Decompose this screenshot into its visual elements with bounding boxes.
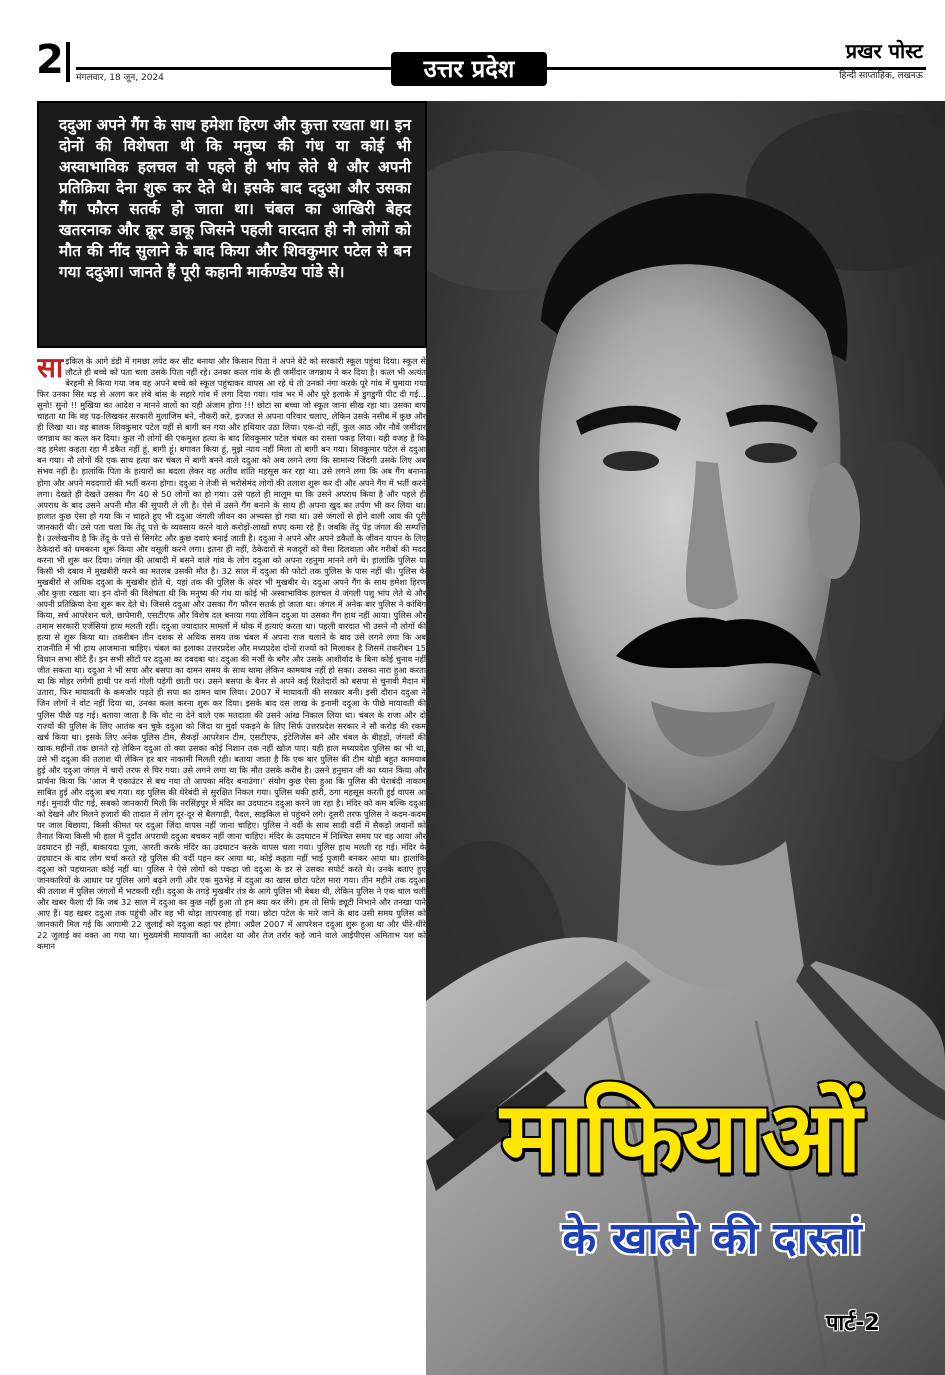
part-label: पार्ट-2 — [826, 1311, 880, 1336]
publication-name: प्रखर पोस्ट — [845, 39, 923, 63]
article-paragraph — [37, 356, 426, 953]
page-number-divider — [66, 42, 70, 82]
subheadline: के खात्मे की दास्तां — [562, 1213, 862, 1264]
publication-tagline: हिन्दी साप्ताहिक, लखनऊ — [839, 71, 923, 81]
page-header — [0, 0, 945, 92]
section-label: उत्तर प्रदेश — [391, 52, 547, 86]
masthead — [839, 40, 923, 81]
headline: माफियाओं — [500, 1081, 860, 1195]
article-text: इकिल के आगे डंडी में गमछा लपेट कर सीट बनाया और किसान पिता ने अपने बेटे को सरकारी स्कूल पहुंचा दिया। स्कूल से लौटते ही बच्चे को पता चला उसके पिता नहीं रहे। उनका कत्ल गांव के ही जमींदार जगन्नाथ ने कर दिया है। कत्ल भी अत्यंत बेरहमी से किया गया जब वह अपने बच्चे को स्कूल पहुंचाकर वापस आ रहे थे तो उनको नंगा करके पूरे गांव में घुमाया गया फिर उनका सिर धड़ से अलग कर लंबे बांस के सहारे गांव में लगा दिया गया। गांव भर में और पूरे इलाके में डुगडुगी पीट दी गई... सुनो! सुनो !! मुखिया का आदेश न मानने वालों का यही अंजाम होगा !!! छोटा सा बच्चा जो स्कूल जाना सीख रहा था। उसका बाप चाहता था कि वह पढ़-लिखकर सरकारी मुलाजिम बने, नौकरी करे, इज्जत से अपना परिवार चलाए, लेकिन उसके नसीब में कुछ और ही लिखा था। वह बालक शिवकुमार पटेल यहीं से बागी बन गया और हथियार उठा लिया। एक-दो नहीं, कुल आठ और नौवें जमींदार जगन्नाथ का कत्ल कर दिया। कुल नौ लोगों की एकमुश्त हत्या के बाद शिवकुमार पटेल चंबल का रास्ता पकड़ लिया। यही वजह है कि वह हमेशा कहता रहा मैं डकैत नहीं हूं, बागी हूं। बगावत किया हूं, मुझे न्याय नहीं मिला तो बागी बन गया। शिवकुमार पटेल से ददुआ बन गया। नौ लोगों की एक साथ हत्या कर चंबल में बागी बनने वाले ददुआ को अब लगने लगा कि सामान्य जिंदगी उसके लिए अब संभव नहीं है। हालांकि पिता के हत्यारों का बदला लेकर वह अतीव शांति महसूस कर रहा था। उसे लगने लगा कि अब गैंग बनाना होगा और अपने मददगारों की भर्ती करना होगा। ददुआ ने तेजी से भरोसेमंद लोगों की तलाश शुरू कर दी और अपने गैंग में भर्ती करने लगा। देखते ही देखते उसका गैंग 40 से 50 लोगों का हो गया। उसे पहले ही मालूम था कि उसने अपराध किया है और पहले ही अपराध के बाद उसने अपनी मौत की सुपारी ले ली है। ऐसे में उसने गैंग बनाने के साथ ही अपना खुद का तर्पण भी कर लिया था। हालात कुछ ऐसा हो गया कि न चाहते हुए भी ददुआ जंगली जीवन का अभ्यस्त हो गया था। उसे जंगलों से होने वाली आय की पूरी जानकारी थी। उसे पता चला कि तेंदू पत्ते के व्यवसाय करने वाले करोड़ों-लाखों रुपए कमा रहे हैं। जबकि तेंदू पेड़ जंगल की सम्पत्ति है। उल्लेखनीय है कि तेंदू के पत्ते से सिगरेट और कुछ दवाएं बनाई जाती है। ददुआ ने अपने और अपने डकैतों के जीवन यापन के लिए ठेकेदारों को धमकाना शुरू किया और वसूली करने लगा। इतना ही नहीं, ठेकेदारों से मजदूरों को पैसा दिलवाता और गरीबों की मदद करना भी शुरू कर दिया। जंगल की आबादी में बसने वाले गांव के लोग ददुआ को अपना रहनुमा मानने लगे थे। हालांकि पुलिस या किसी भी दबाव में मुखबीरी करने का मतलब उसकी मौत है। 32 साल में ददुआ की फोटो तक पुलिस के पास नहीं थी। पुलिस के मुखबीरों से अधिक ददुआ के मुखबीर होते थे, यहां तक की पुलिस के अंदर भी मुखबीर थे। ददुआ अपने गैंग के साथ हमेशा हिरण और कुत्ता रखता था। इन दोनों की विशेषता थी कि मनुष्य की गंध या कोई भी अस्वाभाविक हलचल ये जंगली पशु भांप लेते थे और अपनी प्रतिक्रिया देना शुरू कर देते थे। जिससे ददुआ और उसका गैंग फौरन सतर्क हो जाता था। जंगल में अनेक बार पुलिस ने कांबिंग किया, सर्च आपरेशन चले, छापेमारी, एसटीएफ और विशेष दल बनाया गया लेकिन ददुआ या उसका गैंग हाथ नहीं आया। पुलिस और तमाम सरकारी एजेंसियां हाथ मलती रहीं। ददुआ ज्यादातर मामलों में थोक में हत्याएं करता था। पहली वारदात भी उसने नौ लोगों की हत्या से शुरू किया था। तकरीबन तीन दशक से अधिक समय तक चंबल में अपना राज चलाने के बाद उसे लगने लगा कि अब राजनीति में भी हाथ आजमाना चाहिए। चंबल का इलाका उत्तरप्रदेश और मध्यप्रदेश दोनों राज्यों को मिलाकर है जिसमें तकरीबन 15 विधान सभा सीटें हैं। इन सभी सीटों पर ददुआ का दबदबा था। ददुआ की मर्जी के बगैर और उसके आशीर्वाद के बिना कोई चुनाव नहीं जीत सकता था। ददुआ ने भी सपा और बसपा का दामन समय के साथ थामा लेकिन कामयाब नहीं हो सका। उसका नारा हुआ करता था कि मोहर लगेगी हाथी पर वर्ना गोली पड़ेगी छाती पर। उसने बसपा के बैनर से अपने कई रिश्तेदारों को बसपा से चुनावी मैदान में उतारा, फिर मायावती के कमजोर पड़ते ही सपा का दामन थाम लिया। 2007 में मायावती की सरकार बनी। इसी दौरान ददुआ ने जिन लोगों ने वोट नहीं दिया था, उनका कत्ल करना शुरू कर दिया। इसके बाद दस लाख के इनामी ददुआ के पीछे मायावती की पुलिस पीछे पड़ गई। बताया जाता है कि वोट ना देने वाले एक मतदाता की उसने आंख निकाल लिया था। चंबल के राजा और दो राज्यों की पुलिस के लिए आतंक बन चुके ददुआ को जिंदा या मुर्दा पकड़ने के लिए सिर्फ उत्तरप्रदेश सरकार ने सौ करोड़ की रकम खर्च किया था। इसके लिए अनेक पुलिस टीम, सैकड़ों आपरेशन टीम, एसटीएफ, इंटेलिजेंस बने और चंबल के बीहड़ों, जंगलों की खाक महीनों तक छानते रहे लेकिन ददुआ तो क्या उसका कोई निशान तक नहीं खोज पाए। यही हाल मध्यप्रदेश पुलिस का भी था, उसे भी ददुआ की तलाश थी लेकिन हर बार नाकामी मिलती रही। बताया जाता है कि एक बार पुलिस की टीम थोड़ी बहुत कामयाब हुई और ददुआ जंगल में चारों तरफ से घिर गया। उसे लगने लगा था कि मौत उसके करीब है। उसने हनुमान जी का ध्यान किया और प्रार्थना किया कि 'आज मै एकाउंटर से बच गया तो आपका मंदिर बनाउंगा।' संयोग कुछ ऐसा हुआ कि पुलिस की घेराबंदी नाकाम साबित हुई और ददुआ बच गया। वह पुलिस की घेरेबंदी से सुरक्षित निकल गया। पुलिस थकी हारी, ठगा महसूस करती हुई वापस आ गई। मुनादी पीट गई, सबको जानकारी मिली कि नरसिंहपुर में मंदिर का उदघाटन ददुआ करने जा रहा है। मंदिर को कम बल्कि ददुआ को देखने और मिलने हजारों की तादात में लोग दूर-दूर से बैलगाड़ी, पैदल, साइकिल से पहुंचने लगे। दूसरी तरफ पुलिस ने कदम-कदम पर जाल बिछाया, किसी कीमत पर ददुआ जिंदा वापस नहीं जाना चाहिए। पुलिस ने वर्दी के साथ सादी वर्दी में सैकड़ों जवानों को तैनात किया किसी भी हाल में दुर्दांत अपराधी ददुआ बचकर नहीं जाना चाहिए। मंदिर के उदघाटन में निश्चित समय पर वह आया और उदघाटन ही नहीं, बाकायदा पूजा, आरती करके मंदिर का उदघाटन करके वापस चला गया। पुलिस हाथ मलती रह गई। मंदिर के उदघाटन के बाद लोग चर्चा करते रहे पुलिस की वर्दी पहन कर आया था, कोई कहता नहीं भाई पुजारी बनकर आया था। हालांकि ददुआ को पहचानता कोई नहीं था। पुलिस ने ऐसे लोगों को पकड़ा जो ददुआ के डर से उसका सपोर्ट करते थे। उनके बताए हुए जानकारियों के आधार पर पुलिस आगे बढ़ने लगी और एक मुठभेड़ में ददुआ का खास छोटा पटेल मारा गया। तीन महीने तक ददुआ की तलाश में पुलिस जंगलों में भटकती रही। ददुआ के तगड़े मुखबीर तंत्र के आगे पुलिस भी बेबश थी, लेकिन पुलिस ने एक चाल चली और खबर फैला दी कि जब 32 साल में ददुआ का कुछ नहीं हुआ तो हम क्या कर लेंगे। हम तो सिर्फ ड्यूटी निभाने और तनखा पाने आए हैं। यह खबर ददुआ तक पहुंची और वह भी थोड़ा लापरवाह हो गया। छोटा पटेल के मारे जाने के बाद उसी समय पुलिस को जानकारी मिल गई कि आगामी 22 जुलाई को ददुआ कहां पर होगा। अप्रैल 2007 में आपरेशन ददुआ शुरू हुआ था और धीरे-धीरे 22 जुलाई का वक्त आ गया था। मुख्यमंत्री मायावती का आदेश था और तेज तर्रार कहे जाने वाले आईपीएस अमिताभ यश को कमान — [37, 356, 426, 952]
article-body — [37, 356, 426, 1368]
drop-cap: सा — [37, 356, 64, 384]
intro-box — [37, 101, 427, 348]
page-number: 2 — [36, 37, 64, 83]
intro-text: ददुआ अपने गैंग के साथ हमेशा हिरण और कुत्ता रखता था। इन दोनों की विशेषता थी कि मनुष्य की गंध या कोई भी अस्वाभाविक हलचल वो पहले ही भांप लेते थे और अपनी प्रतिक्रिया देना शुरू कर देते थे। इसके बाद ददुआ और उसका गैंग फौरन सतर्क हो जाता था। चंबल का आखिरी बेहद खतरनाक और क्रूर डाकू जिसने पहली वारदात ही नौ लोगों को मौत की नींद सुलाने के बाद किया और शिवकुमार पटेल से बन गया ददुआ। जानते हैं पूरी कहानी मार्कण्डेय पांडे से। — [59, 116, 411, 281]
issue-date: मंगलवार, 18 जून, 2024 — [76, 73, 164, 83]
